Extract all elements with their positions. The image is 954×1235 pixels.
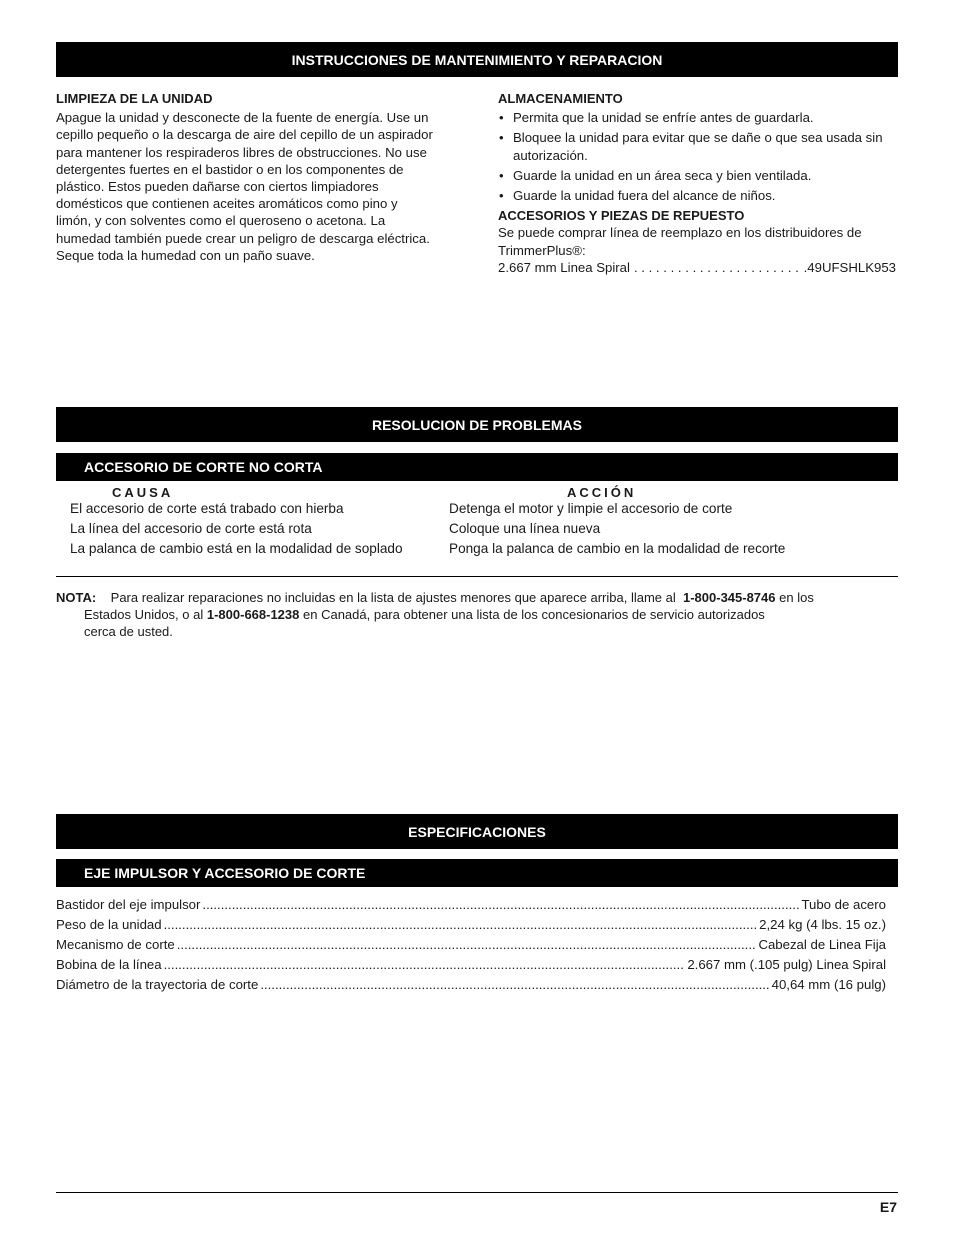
cleaning-column — [56, 90, 476, 264]
note-label: NOTA: — [56, 590, 97, 605]
spec-value: 2,24 kg (4 lbs. 15 oz.) — [759, 917, 886, 932]
list-item: • Guarde la unidad fuera del alcance de niños. — [498, 187, 896, 204]
spec-value: Cabezal de Linea Fija — [758, 937, 886, 952]
spec-row — [56, 915, 886, 935]
list-item: • Guarde la unidad en un área seca y bien ventilada. — [498, 167, 896, 184]
cleaning-text — [56, 109, 476, 264]
part-number: .49UFSHLK953 — [803, 259, 896, 275]
troubleshooting-subtitle: ACCESORIO DE CORTE NO CORTA — [84, 459, 323, 475]
dot-leader — [164, 915, 758, 935]
troubleshooting-title: RESOLUCION DE PROBLEMAS — [371, 416, 582, 433]
part-row — [498, 259, 896, 276]
dot-leader — [634, 259, 800, 276]
specs-section-header — [56, 814, 898, 849]
action-cell: Detenga el motor y limpie el accesorio de corte — [449, 501, 733, 516]
cleaning-line: plástico. Estos pueden dañarse con ciertos limpiadores — [56, 179, 379, 195]
spec-row — [56, 955, 886, 975]
list-item: • Permita que la unidad se enfríe antes de guardarla. — [498, 109, 896, 126]
note-text: Para realizar reparaciones no incluidas en la lista de ajustes menores que aparece arriba, llame al — [110, 590, 676, 605]
cleaning-line: detergentes fuertes en el bastidor o en los componentes de — [56, 161, 404, 177]
action-cell: Ponga la palanca de cambio en la modalidad de recorte — [449, 541, 786, 556]
cause-cell: La palanca de cambio está en la modalidad de soplado — [70, 541, 403, 556]
note-text: cerca de usted. — [84, 624, 173, 639]
cleaning-line: humedad también puede crear un peligro de descarga eléctrica. — [56, 230, 430, 246]
part-name: 2.667 mm Linea Spiral — [498, 259, 630, 275]
cause-cell: El accesorio de corte está trabado con hierba — [70, 501, 344, 516]
spec-value: 40,64 mm (16 pulg) — [771, 977, 886, 992]
spec-label: Bastidor del eje impulsor — [56, 897, 201, 912]
cleaning-line: domésticos que contienen aceites aromáticos como pino y — [56, 196, 398, 212]
cleaning-line: Apague la unidad y desconecte de la fuente de energía. Use un — [56, 110, 429, 126]
specs-list — [56, 895, 886, 995]
accessories-heading: ACCESORIOS Y PIEZAS DE REPUESTO — [498, 208, 745, 224]
spec-label: Bobina de la línea — [56, 957, 162, 972]
cleaning-line: limón, y con solventes como el queroseno o acetona. La — [56, 213, 386, 229]
accessories-text-line: TrimmerPlus®: — [498, 242, 586, 258]
maintenance-section-header — [56, 42, 898, 77]
note-text: en Canadá, para obtener una lista de los concesionarios de servicio autorizados — [303, 607, 765, 622]
footer-rule — [56, 1192, 898, 1193]
spec-row — [56, 895, 886, 915]
dot-leader — [177, 935, 757, 955]
spec-label: Peso de la unidad — [56, 917, 162, 932]
storage-heading: ALMACENAMIENTO — [498, 91, 623, 106]
cause-column-header: CAUSA — [112, 485, 174, 500]
maintenance-title: INSTRUCCIONES DE MANTENIMIENTO Y REPARACION — [291, 51, 663, 68]
section-divider — [56, 576, 898, 577]
specs-subtitle: EJE IMPULSOR Y ACCESORIO DE CORTE — [84, 865, 366, 881]
cause-cell: La línea del accesorio de corte está rota — [70, 521, 312, 536]
phone-us: 1-800-345-8746 — [682, 590, 776, 605]
spec-label: Diámetro de la trayectoria de corte — [56, 977, 259, 992]
dot-leader — [260, 975, 769, 995]
specs-title: ESPECIFICACIONES — [408, 823, 546, 840]
action-column-header: ACCIÓN — [567, 485, 637, 500]
cleaning-line: cepillo pequeño o la descarga de aire del cepillo de un aspirador — [56, 127, 433, 143]
spec-label: Mecanismo de corte — [56, 937, 175, 952]
phone-ca: 1-800-668-1238 — [206, 607, 300, 622]
troubleshooting-section-header — [56, 407, 898, 442]
dot-leader — [164, 955, 686, 975]
specs-subheader — [56, 859, 898, 887]
dot-leader — [202, 895, 799, 915]
list-item: • Bloquee la unidad para evitar que se dañe o que sea usada sin autorización. — [498, 129, 896, 163]
cleaning-line: Seque toda la humedad con un paño suave. — [56, 247, 315, 263]
storage-column — [498, 90, 896, 276]
storage-list — [498, 109, 896, 204]
accessories-text-line: Se puede comprar línea de reemplazo en los distribuidores de — [498, 225, 862, 241]
troubleshooting-subheader — [56, 453, 898, 481]
spec-row — [56, 935, 886, 955]
spec-row — [56, 975, 886, 995]
spec-value: Tubo de acero — [801, 897, 886, 912]
page-number: E7 — [879, 1199, 897, 1215]
cleaning-heading: LIMPIEZA DE LA UNIDAD — [56, 91, 213, 106]
note-text: Estados Unidos, o al — [84, 607, 204, 622]
action-cell: Coloque una línea nueva — [449, 521, 601, 536]
note-text: en los — [779, 590, 814, 605]
spec-value: 2.667 mm (.105 pulg) Linea Spiral — [687, 957, 886, 972]
cleaning-line: para mantener los respiraderos libres de obstrucciones. No use — [56, 144, 427, 160]
note-block — [56, 589, 898, 640]
